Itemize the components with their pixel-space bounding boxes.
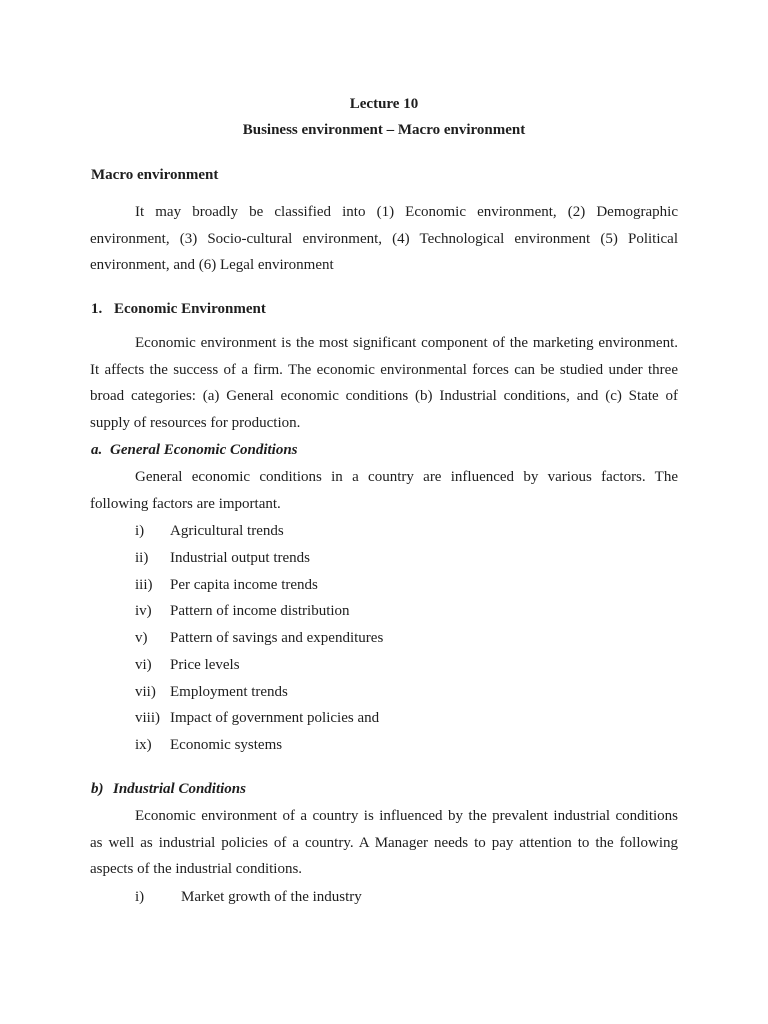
industrial-aspects-list xyxy=(135,884,678,911)
list-item-text: Pattern of savings and expenditures xyxy=(170,630,384,646)
list-marker: vi) xyxy=(135,656,152,673)
subsection-a-heading xyxy=(91,437,678,464)
list-item-text: Pattern of income distribution xyxy=(170,603,350,620)
section-1-title: Economic Environment xyxy=(114,301,266,317)
list-item xyxy=(135,679,678,706)
list-item xyxy=(135,705,678,732)
intro-paragraph xyxy=(90,199,678,279)
list-marker: viii) xyxy=(135,710,160,727)
list-marker: i) xyxy=(135,523,145,539)
list-marker: vii) xyxy=(135,683,156,700)
subsection-b-title: Industrial Conditions xyxy=(113,781,246,797)
list-item-text: Industrial output trends xyxy=(170,549,310,566)
paragraph-line: It affects the success of a firm. The economic environmental forces can be studied under three xyxy=(90,361,678,378)
list-marker: v) xyxy=(135,630,148,646)
list-marker: iii) xyxy=(135,576,153,593)
list-marker: ii) xyxy=(135,549,149,566)
list-marker: iv) xyxy=(135,603,152,620)
subsection-b-marker: b) xyxy=(91,781,104,797)
list-item xyxy=(135,545,678,572)
section-1-heading xyxy=(91,296,678,323)
paragraph-line: General economic conditions in a country are influenced by various factors. The xyxy=(135,469,678,485)
list-item-text: Market growth of the industry xyxy=(181,889,362,905)
list-item-text: Employment trends xyxy=(170,683,288,700)
section-1-paragraph xyxy=(90,330,678,436)
section-1-number: 1. xyxy=(91,301,103,317)
subsection-a-paragraph xyxy=(90,464,678,517)
section-heading-macro-environment: Macro environment xyxy=(91,167,219,183)
list-marker: ix) xyxy=(135,737,152,753)
subsection-b-paragraph xyxy=(90,803,678,883)
list-item xyxy=(135,625,678,652)
subsection-b-heading xyxy=(91,776,678,803)
list-item-text: Per capita income trends xyxy=(170,576,318,593)
list-item-text: Economic systems xyxy=(170,737,283,753)
list-item xyxy=(135,652,678,679)
list-item-text: Impact of government policies and xyxy=(170,710,380,727)
list-item xyxy=(135,572,678,599)
list-item-text: Price levels xyxy=(170,656,240,673)
list-item xyxy=(135,598,678,625)
economic-factors-list xyxy=(135,518,678,759)
lecture-subtitle: Business environment – Macro environment xyxy=(242,122,526,138)
list-marker: i) xyxy=(135,889,145,905)
paragraph-line: environment, (3) Socio-cultural environment, (4) Technological environment (5) Political xyxy=(90,230,678,247)
paragraph-line: environment, and (6) Legal environment xyxy=(90,257,334,274)
list-item-text: Agricultural trends xyxy=(170,523,284,539)
paragraph-line: Economic environment of a country is influenced by the prevalent industrial conditions xyxy=(135,808,678,824)
paragraph-line: aspects of the industrial conditions. xyxy=(90,861,303,878)
subsection-a-marker: a. xyxy=(91,442,103,458)
paragraph-line: broad categories: (a) General economic conditions (b) Industrial conditions, and (c) State of xyxy=(90,388,678,405)
lecture-title: Lecture 10 xyxy=(349,96,419,112)
paragraph-line: supply of resources for production. xyxy=(90,414,301,431)
paragraph-line: as well as industrial policies of a country. A Manager needs to pay attention to the following xyxy=(90,834,678,851)
list-item xyxy=(135,732,678,759)
paragraph-line: following factors are important. xyxy=(90,495,281,512)
paragraph-line: It may broadly be classified into (1) Economic environment, (2) Demographic xyxy=(135,204,678,220)
list-item xyxy=(135,884,678,911)
paragraph-line: Economic environment is the most significant component of the marketing environment. xyxy=(135,335,678,351)
subsection-a-title: General Economic Conditions xyxy=(110,442,298,458)
list-item xyxy=(135,518,678,545)
